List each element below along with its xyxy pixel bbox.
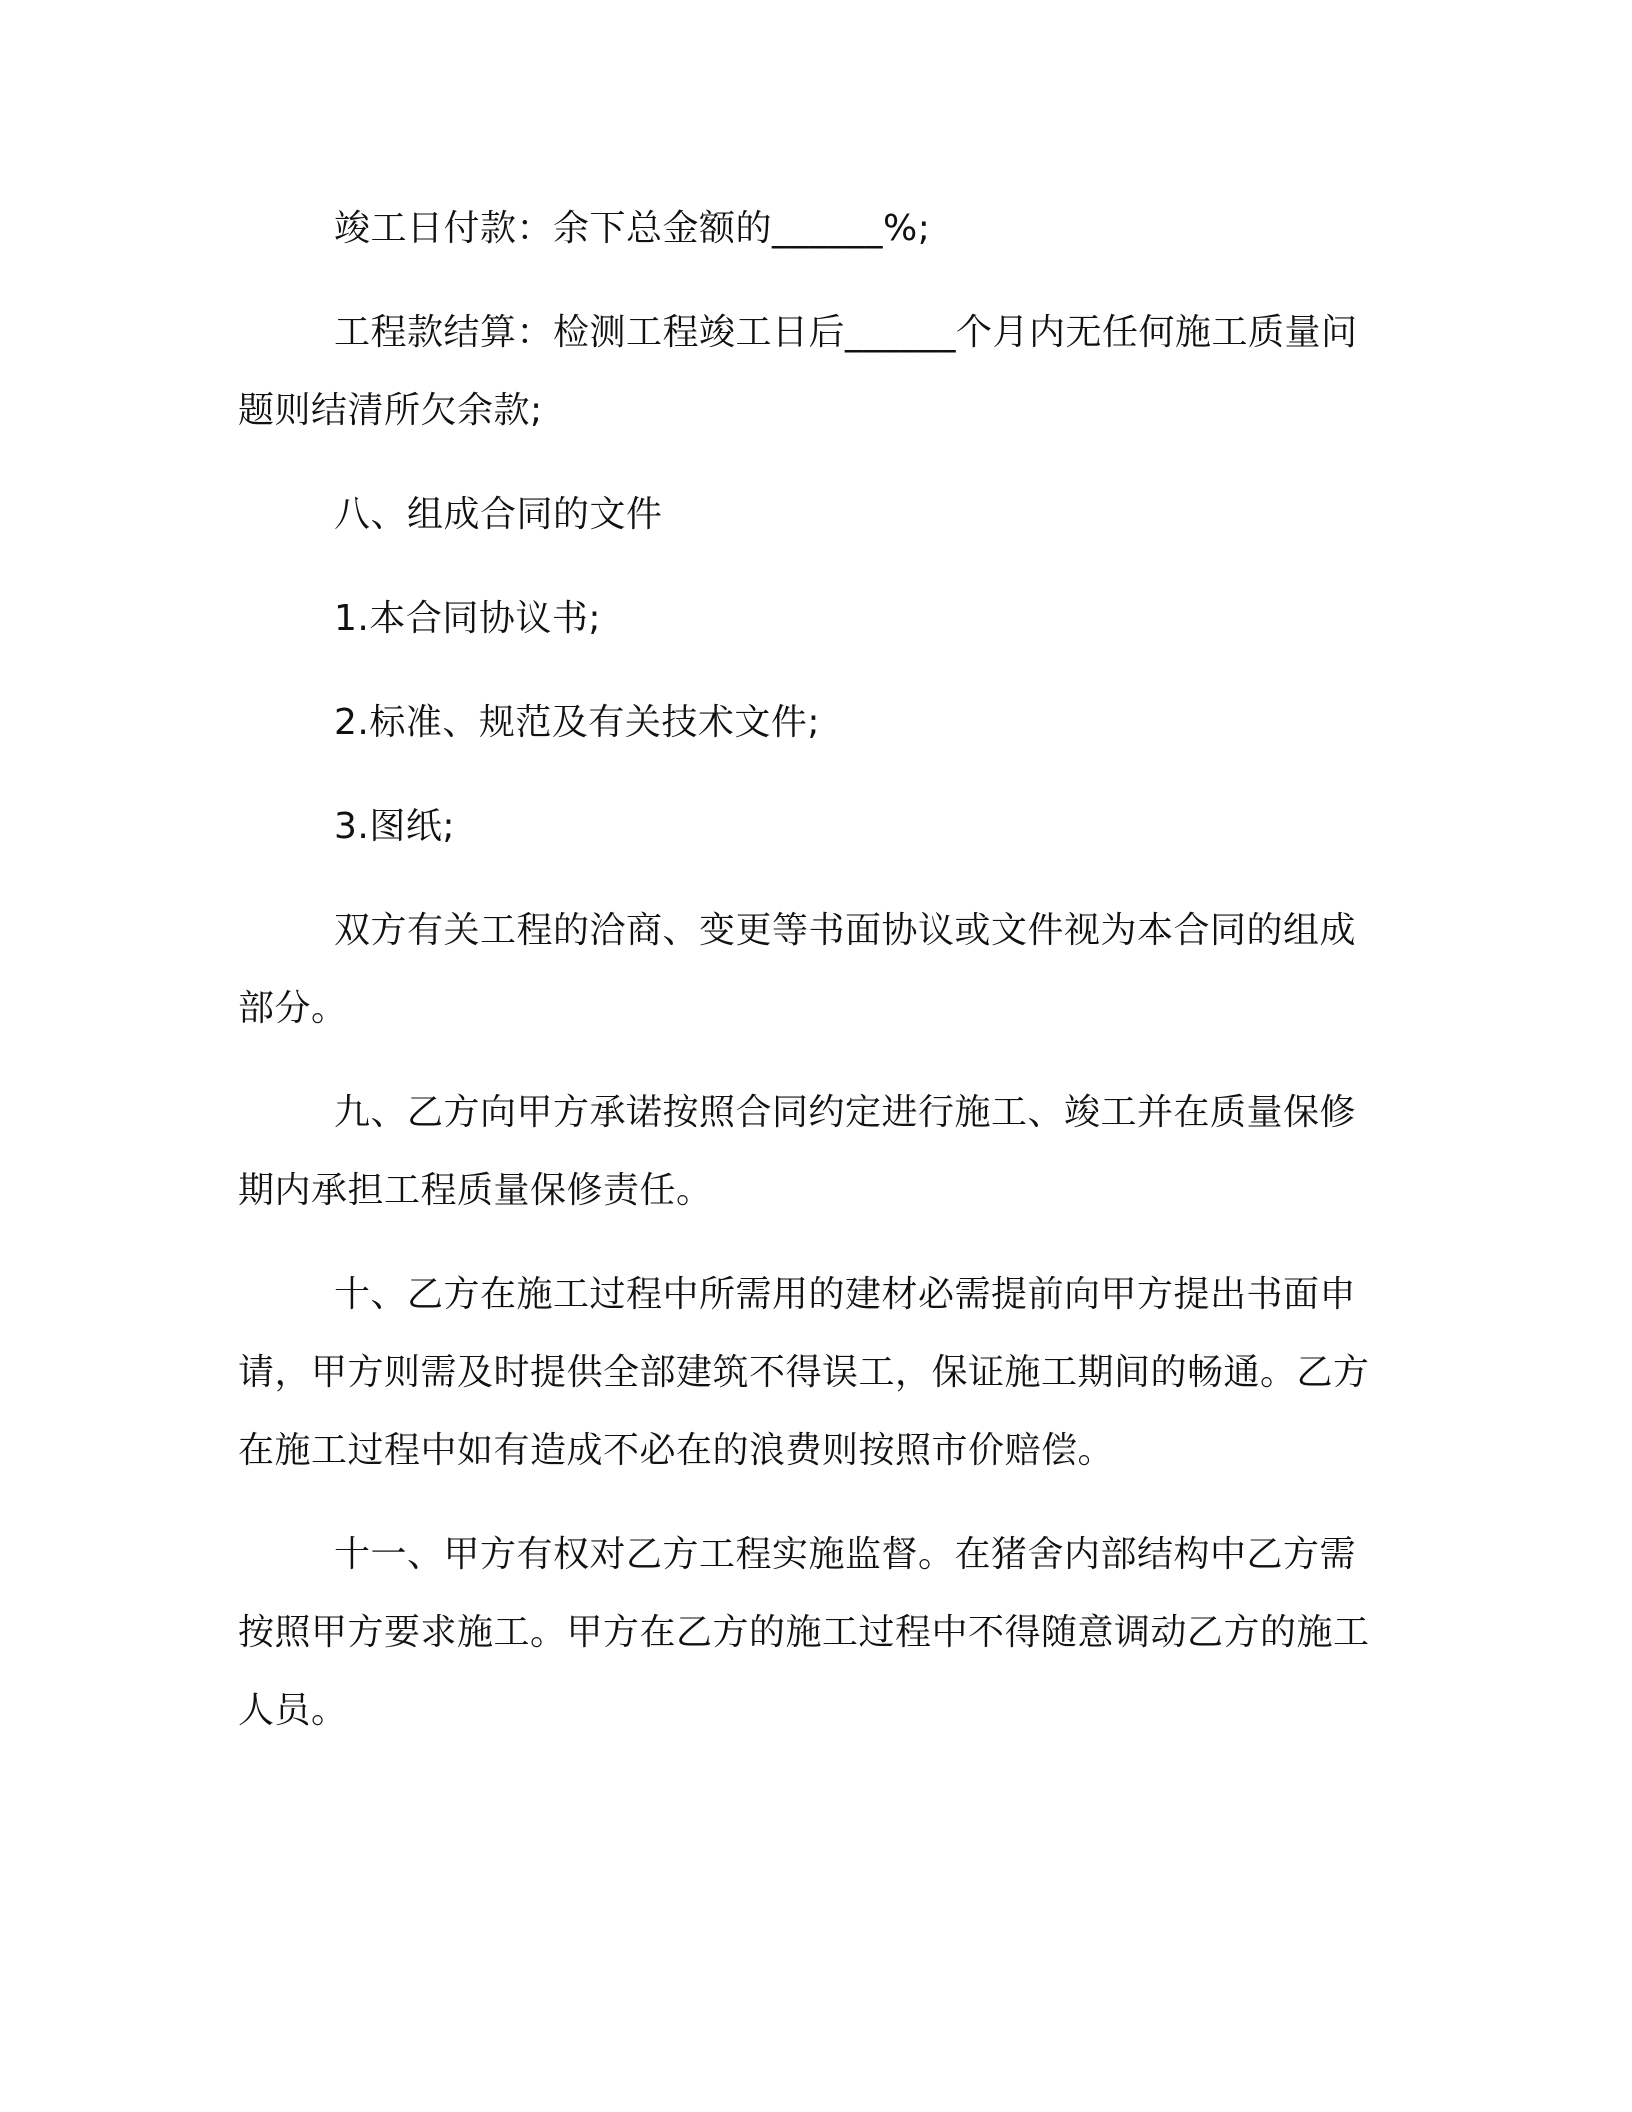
document-body [238,190,1378,1776]
section-nine-clause: 九、乙方向甲方承诺按照合同约定进行施工、竣工并在质量保修期内承担工程质量保修责任。 [238,1092,1357,1211]
completion-payment-clause: 竣工日付款：余下总金额的______%; [334,208,931,249]
project-settlement-clause: 工程款结算：检测工程竣工日后______个月内无任何施工质量问题则结清所欠余款; [238,312,1358,431]
section-eleven-clause: 十一、甲方有权对乙方工程实施监督。在猪舍内部结构中乙方需按照甲方要求施工。甲方在乙方的施工过程中不得随意调动乙方的施工人员。 [238,1534,1370,1731]
contract-document-item-2: 2.标准、规范及有关技术文件; [334,702,820,743]
contract-document-item-1: 1.本合同协议书; [334,598,601,639]
contract-document-item-3: 3.图纸; [334,806,455,847]
section-eight-heading: 八、组成合同的文件 [334,494,663,535]
contract-composition-clause: 双方有关工程的洽商、变更等书面协议或文件视为本合同的组成部分。 [238,910,1357,1029]
section-ten-clause: 十、乙方在施工过程中所需用的建材必需提前向甲方提出书面申请，甲方则需及时提供全部建筑不得误工，保证施工期间的畅通。乙方在施工过程中如有造成不必在的浪费则按照市价赔偿。 [238,1274,1370,1471]
